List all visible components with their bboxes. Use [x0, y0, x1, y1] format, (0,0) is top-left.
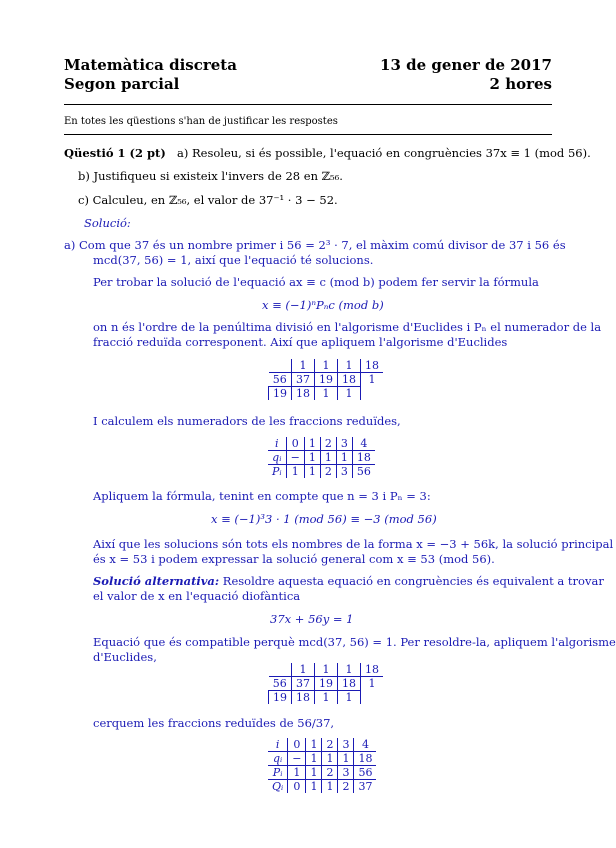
header-rule-bottom [64, 134, 552, 135]
index-cell: 2 [320, 437, 336, 451]
numerator-cell: 2 [322, 766, 338, 780]
euclid-table-2 [268, 663, 383, 704]
quotient-cell: 1 [292, 663, 315, 677]
dividend-cell: 19 [315, 677, 338, 691]
remainder-cell: 1 [338, 691, 361, 705]
alternative-line2: el valor de x en l'equació diofàntica [93, 589, 301, 603]
solution-para7-line2: d'Euclides, [93, 650, 157, 664]
header-rule-top [64, 104, 552, 105]
dividend-cell: 37 [292, 677, 315, 691]
solution-para1-line2: mcd(37, 56) = 1, així que l'equació té solucions. [93, 253, 374, 267]
question-title: Qüestió 1 (2 pt) [64, 146, 166, 160]
row-header: Qᵢ [268, 780, 288, 794]
solution-para7-line1: Equació que és compatible perquè mcd(37, 56) = 1. Per resoldre-la, apliquem l'algorisme [93, 635, 616, 649]
quotient-cell: 1 [304, 451, 320, 465]
solution-para8: cerquem les fraccions reduïdes de 56/37, [93, 716, 335, 730]
numerator-cell: 3 [336, 465, 352, 479]
solution-label: Solució: [84, 216, 131, 230]
instructions-note: En totes les qüestions s'han de justificar les respostes [64, 116, 338, 127]
numerator-cell: 3 [338, 766, 354, 780]
exam-date: 13 de gener de 2017 [380, 56, 552, 74]
solution-para4: I calculem els numeradors de les fraccions reduïdes, [93, 414, 401, 428]
remainder-cell: 1 [338, 387, 361, 401]
numerator-cell: 56 [352, 465, 375, 479]
solution-para3-line1: on n és l'ordre de la penúltima divisió en l'algorisme d'Euclides i Pₙ el numerador de la [93, 320, 602, 334]
dividend-cell: 37 [292, 373, 315, 387]
formula-diophantine: 37x + 56y = 1 [270, 612, 354, 626]
numerator-cell: 1 [288, 766, 306, 780]
dividend-cell: 18 [338, 677, 361, 691]
alternative-text: Resoldre aquesta equació en congruències és equivalent a trovar [219, 574, 604, 588]
numerator-cell: 2 [320, 465, 336, 479]
quotient-cell: 1 [322, 752, 338, 766]
remainder-cell: 19 [269, 691, 292, 705]
denominator-cell: 37 [354, 780, 377, 794]
row-header: qᵢ [268, 451, 286, 465]
index-cell: 3 [336, 437, 352, 451]
denominator-cell: 2 [338, 780, 354, 794]
numerator-cell: 1 [306, 766, 322, 780]
remainder-cell: 1 [315, 691, 338, 705]
quotient-cell: 1 [320, 451, 336, 465]
quotient-cell: 18 [361, 359, 384, 373]
denominator-cell: 0 [288, 780, 306, 794]
quotient-cell: − [286, 451, 304, 465]
index-cell: 4 [352, 437, 375, 451]
quotient-cell: 18 [354, 752, 377, 766]
quotient-cell: 1 [336, 451, 352, 465]
remainder-cell: 1 [315, 387, 338, 401]
reduced-fractions-table [268, 738, 376, 793]
quotient-cell: 18 [361, 663, 384, 677]
index-cell: 0 [288, 738, 306, 752]
row-header: Pᵢ [268, 766, 288, 780]
exam-subtitle: Segon parcial [64, 75, 180, 93]
index-cell: 4 [354, 738, 377, 752]
euclid-table-1 [268, 359, 383, 400]
quotient-cell: − [288, 752, 306, 766]
remainder-cell: 19 [269, 387, 292, 401]
row-header: i [275, 437, 279, 450]
denominator-cell: 1 [322, 780, 338, 794]
dividend-cell: 18 [338, 373, 361, 387]
remainder-cell: 18 [292, 691, 315, 705]
quotient-cell: 1 [338, 663, 361, 677]
dividend-cell: 19 [315, 373, 338, 387]
row-header: i [275, 738, 280, 751]
formula-applied: x ≡ (−1)³3 · 1 (mod 56) ≡ −3 (mod 56) [211, 512, 437, 526]
quotient-cell: 18 [352, 451, 375, 465]
index-cell: 1 [304, 437, 320, 451]
solution-para1-line1: a) Com que 37 és un nombre primer i 56 = 2³ · 7, el màxim comú divisor de 37 i 56 és [64, 238, 566, 252]
solution-para3-line2: fracció reduïda corresponent. Així que apliquem l'algorisme d'Euclides [93, 335, 508, 349]
dividend-cell: 56 [269, 677, 292, 691]
quotient-cell: 1 [315, 663, 338, 677]
row-header: Pᵢ [268, 465, 286, 479]
quotient-cell: 1 [292, 359, 315, 373]
alternative-line1 [93, 574, 604, 589]
question-part-b: b) Justifiqueu si existeix l'invers de 28 en ℤ₅₆. [78, 169, 343, 183]
question-part-a: a) Resoleu, si és possible, l'equació en congruències 37x ≡ 1 (mod 56). [177, 146, 591, 160]
quotient-cell: 1 [306, 752, 322, 766]
index-cell: 1 [306, 738, 322, 752]
course-title: Matemàtica discreta [64, 56, 237, 74]
quotient-cell: 1 [338, 752, 354, 766]
numerator-cell: 1 [286, 465, 304, 479]
numerator-cell: 1 [304, 465, 320, 479]
index-cell: 2 [322, 738, 338, 752]
alternative-label: Solució alternativa: [93, 574, 220, 588]
question-part-c: c) Calculeu, en ℤ₅₆, el valor de 37⁻¹ · 3 − 52. [78, 193, 338, 207]
numerator-cell: 56 [354, 766, 377, 780]
dividend-cell: 56 [269, 373, 292, 387]
quotient-cell: 1 [338, 359, 361, 373]
dividend-cell: 1 [361, 373, 384, 387]
solution-para2: Per trobar la solució de l'equació ax ≡ c (mod b) podem fer servir la fórmula [93, 275, 539, 289]
remainder-cell: 18 [292, 387, 315, 401]
row-header: qᵢ [268, 752, 288, 766]
formula-general: x ≡ (−1)ⁿPₙc (mod b) [262, 298, 384, 312]
solution-para5: Apliquem la fórmula, tenint en compte que n = 3 i Pₙ = 3: [93, 489, 431, 503]
exam-duration: 2 hores [489, 75, 552, 93]
numerators-table [268, 437, 375, 478]
solution-para6-line2: és x = 53 i podem expressar la solució general com x ≡ 53 (mod 56). [93, 552, 495, 566]
index-cell: 0 [286, 437, 304, 451]
solution-para6-line1: Així que les solucions són tots els nombres de la forma x = −3 + 56k, la solució principal [93, 537, 614, 551]
dividend-cell: 1 [361, 677, 384, 691]
denominator-cell: 1 [306, 780, 322, 794]
quotient-cell: 1 [315, 359, 338, 373]
index-cell: 3 [338, 738, 354, 752]
